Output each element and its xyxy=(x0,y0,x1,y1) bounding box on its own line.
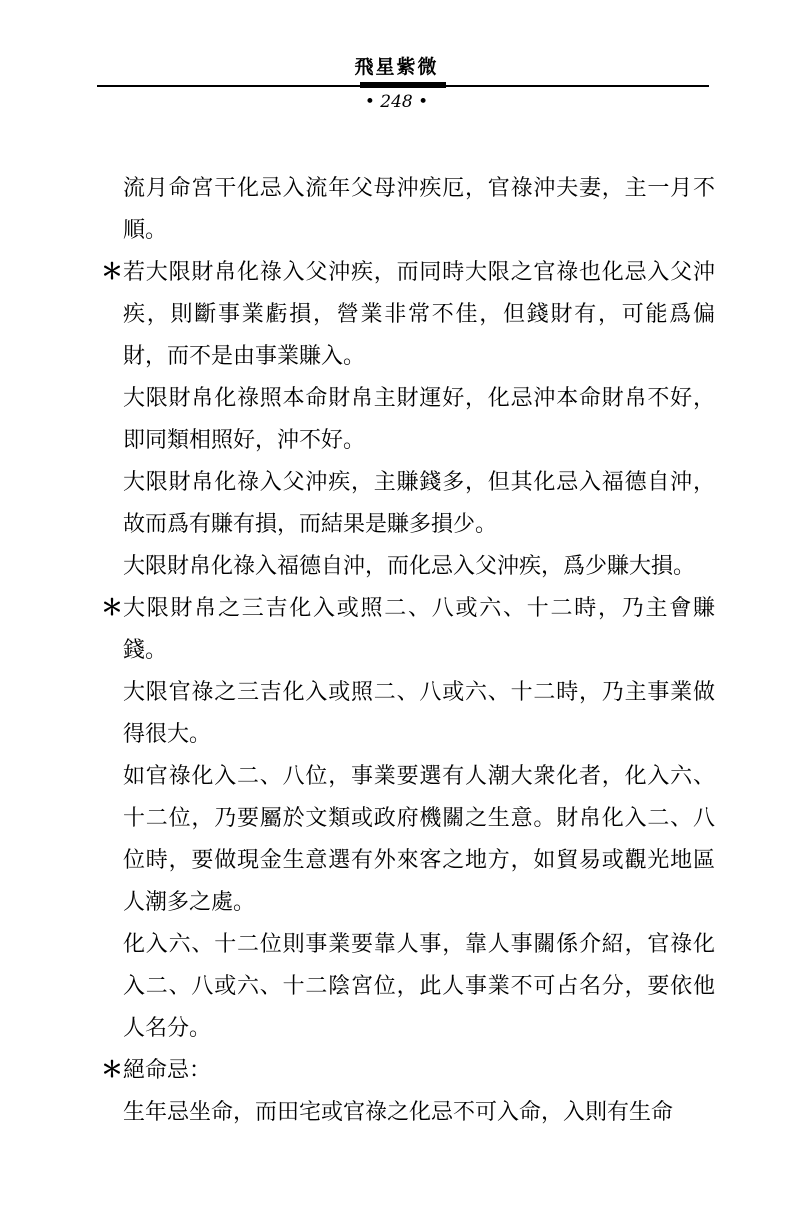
paragraph xyxy=(101,588,715,672)
asterisk-icon: ＊ xyxy=(101,260,124,285)
paragraph-text: 生年忌坐命，而田宅或官祿之化忌不可入命，入則有生命 xyxy=(123,1100,674,1125)
paragraph xyxy=(101,1050,715,1092)
page-number: • 248 • xyxy=(364,92,429,112)
asterisk-icon: ＊ xyxy=(101,596,124,621)
paragraph-text: 大限官祿之三吉化入或照二、八或六、十二時，乃主事業做得很大。 xyxy=(123,680,715,747)
paragraph xyxy=(123,1092,715,1134)
paragraph xyxy=(123,168,715,252)
book-title: 飛星紫微 xyxy=(354,56,439,78)
page-body xyxy=(0,168,793,1134)
paragraph xyxy=(123,756,715,924)
paragraph-text: 大限財帛化祿入父沖疾，主賺錢多，但其化忌入福德自沖，故而爲有賺有損，而結果是賺多損少。 xyxy=(123,470,715,537)
paragraph xyxy=(123,546,715,588)
paragraph-text: 絕命忌： xyxy=(123,1058,212,1083)
paragraph-text: 大限財帛之三吉化入或照二、八或六、十二時，乃主會賺錢。 xyxy=(123,596,715,663)
paragraph-text: 大限財帛化祿照本命財帛主財運好，化忌沖本命財帛不好，即同類相照好，沖不好。 xyxy=(123,386,715,453)
paragraph xyxy=(123,462,715,546)
paragraph xyxy=(101,252,715,378)
paragraph-text: 若大限財帛化祿入父沖疾，而同時大限之官祿也化忌入父沖疾，則斷事業虧損，營業非常不佳，但錢財有，可能爲偏財，而不是由事業賺入。 xyxy=(123,260,715,369)
page-header xyxy=(0,0,793,120)
paragraph xyxy=(123,378,715,462)
paragraph xyxy=(123,672,715,756)
paragraph xyxy=(123,924,715,1050)
header-rule-accent xyxy=(360,82,446,88)
paragraph-text: 如官祿化入二、八位，事業要選有人潮大衆化者，化入六、十二位，乃要屬於文類或政府機關之生意。財帛化入二、八位時，要做現金生意選有外來客之地方，如貿易或觀光地區人潮多之處。 xyxy=(123,764,715,915)
asterisk-icon: ＊ xyxy=(101,1058,124,1083)
paragraph-text: 大限財帛化祿入福德自沖，而化忌入父沖疾，爲少賺大損。 xyxy=(123,554,696,579)
paragraph-text: 流月命宮干化忌入流年父母沖疾厄，官祿沖夫妻，主一月不順。 xyxy=(123,176,715,243)
paragraph-text: 化入六、十二位則事業要靠人事，靠人事關係介紹，官祿化入二、八或六、十二陰宮位，此人事業不可占名分，要依他人名分。 xyxy=(123,932,715,1041)
